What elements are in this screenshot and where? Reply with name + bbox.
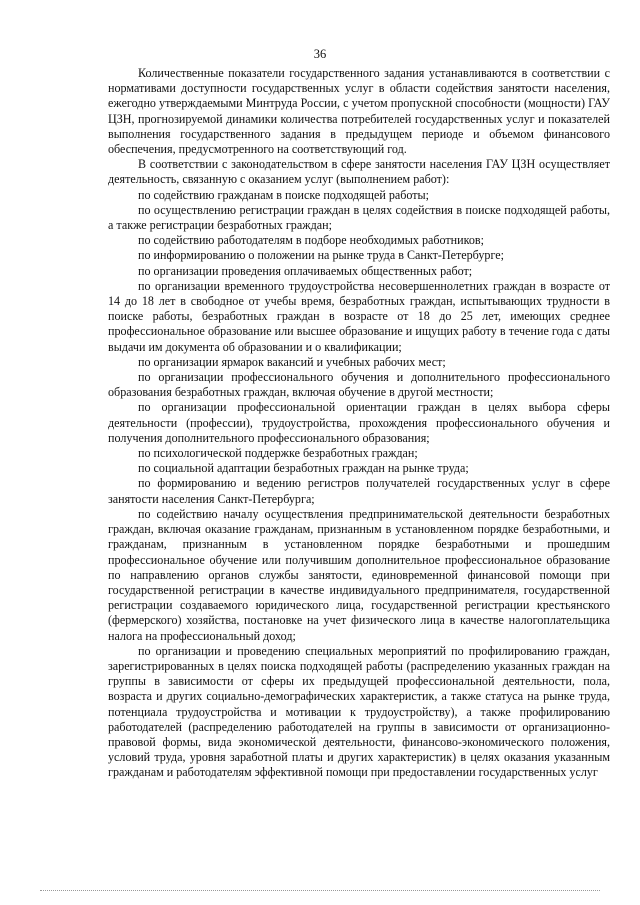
page-number: 36 bbox=[313, 47, 327, 61]
service-item: по организации профессионального обучения и дополнительного профессионального образования безработных граждан, включая обучение в другой местности; bbox=[108, 370, 610, 400]
scan-edge-line bbox=[40, 890, 600, 891]
service-item: по организации ярмарок вакансий и учебных рабочих мест; bbox=[138, 354, 446, 369]
service-item: по информированию о положении на рынке труда в Санкт-Петербурге; bbox=[138, 248, 504, 263]
service-item: по содействию работодателям в подборе необходимых работников; bbox=[138, 233, 485, 248]
paragraph-quantitative-indicators: Количественные показатели государственного задания устанавливаются в соответствии с нормативами доступности государственных услуг в области содействия занятости населения, ежегодно утверждаемыми Минтруда России, с учетом пропускной способности (мощности) ГАУ ЦЗН, прогнозируемой динамики количества потребителей государственных услуг и показателей выполнения государственного задания в предыдущем периоде и объемом финансового обеспечения, предусмотренного на соответствующий год. bbox=[108, 66, 610, 157]
service-item: по психологической поддержке безработных граждан; bbox=[138, 446, 418, 461]
service-item: по формированию и ведению регистров получателей государственных услуг в сфере занятости населения Санкт-Петербурга; bbox=[108, 476, 610, 506]
service-item: по содействию гражданам в поиске подходящей работы; bbox=[138, 187, 430, 202]
service-item: по организации проведения оплачиваемых общественных работ; bbox=[138, 263, 473, 278]
service-item: по организации профессиональной ориентации граждан в целях выбора сферы деятельности (профессии), трудоустройства, прохождения профессионального обучения и получения дополнительного профессионального образования; bbox=[108, 400, 610, 445]
service-item: по организации и проведению специальных мероприятий по профилированию граждан, зарегистрированных в целях поиска подходящей работы (распределению указанных граждан на группы в зависимости от сферы их предыдущей профессиональной деятельности, пола, возраста и других социально-демографических характеристик, а также статуса на рынке труда, потенциала трудоустройства и мотивации к трудоустройству), а также профилированию работодателей (распределению работодателей на группы в зависимости от организационно-правовой формы, вида экономической деятельности, финансово-экономического положения, условий труда, уровня заработной платы и других характеристик) в целях оказания указанным гражданам и работодателям эффективной помощи при предоставлении государственных услуг bbox=[108, 643, 610, 780]
service-item: по социальной адаптации безработных граждан на рынке труда; bbox=[138, 461, 469, 476]
paragraph-legislation-intro: В соответствии с законодательством в сфере занятости населения ГАУ ЦЗН осуществляет деятельность, связанную с оказанием услуг (выполнением работ): bbox=[108, 157, 610, 187]
service-item: по организации временного трудоустройства несовершеннолетних граждан в возрасте от 14 до 18 лет в свободное от учебы время, безработных граждан, испытывающих трудности в поиске работы, безработных граждан в возрасте от 18 до 25 лет, имеющих среднее профессиональное образование или высшее образование и ищущих работу в течение года с даты выдачи им документа об образовании и о квалификации; bbox=[108, 278, 610, 354]
service-item: по содействию началу осуществления предпринимательской деятельности безработных граждан, включая оказание гражданам, признанным в установленном порядке безработными, и гражданам, признанным в установленном порядке безработными и прошедшим профессиональное обучение или получившим дополнительное профессиональное образование по направлению органов службы занятости, единовременной финансовой помощи при государственной регистрации в качестве индивидуального предпринимателя, государственной регистрации создаваемого юридического лица, государственной регистрации крестьянского (фермерского) хозяйства, постановке на учет физического лица в качестве налогоплательщика налога на профессиональный доход; bbox=[108, 506, 610, 643]
service-item: по осуществлению регистрации граждан в целях содействия в поиске подходящей работы, а также регистрации безработных граждан; bbox=[108, 202, 610, 233]
document-body bbox=[108, 66, 610, 781]
